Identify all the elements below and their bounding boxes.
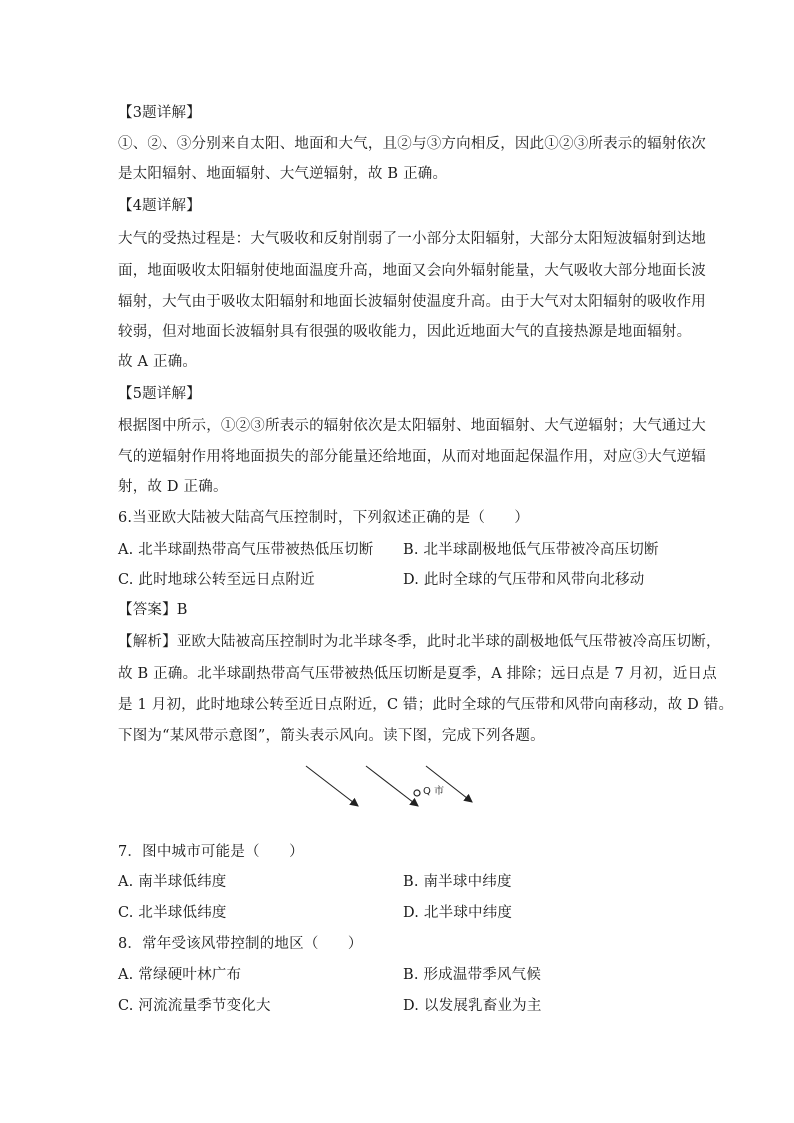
wind-arrow	[306, 766, 358, 806]
q6-option-a: A. 北半球副热带高气压带被热低压切断	[118, 542, 374, 558]
figure-intro: 下图为“某风带示意图”，箭头表示风向。读下图，完成下列各题。	[118, 728, 545, 744]
q6-answer: 【答案】B	[118, 602, 188, 618]
q6-analysis-line: 是 1 月初，此时地球公转至近日点附近，C 错；此时全球的气压带和风带向南移动，故 D 错。	[118, 697, 734, 713]
q6-option-c: C. 此时地球公转至远日点附近	[118, 572, 315, 588]
q4-heading: 【4题详解】	[118, 198, 201, 214]
q3-heading: 【3题详解】	[118, 105, 201, 121]
city-label: Q 市	[423, 786, 445, 797]
q8-option-c: C. 河流流量季节变化大	[118, 998, 271, 1014]
q5-text-line: 气的逆辐射作用将地面损失的部分能量还给地面，从而对地面起保温作用，对应③大气逆辐	[118, 449, 706, 465]
q8-stem: 8．常年受该风带控制的地区（ ）	[118, 936, 363, 952]
q8-option-b: B. 形成温带季风气候	[403, 967, 542, 983]
city-marker-icon	[414, 790, 420, 796]
wind-belt-diagram	[300, 760, 490, 816]
q4-text-line: 辐射，大气由于吸收太阳辐射和地面长波辐射使温度升高。由于大气对太阳辐射的吸收作用	[118, 294, 706, 310]
q8-option-d: D. 以发展乳畜业为主	[403, 998, 542, 1014]
wind-arrows-figure	[300, 760, 490, 816]
q7-option-d: D. 北半球中纬度	[403, 905, 513, 921]
q3-text-line: ①、②、③分别来自太阳、地面和大气，且②与③方向相反，因此①②③所表示的辐射依次	[118, 136, 706, 152]
wind-arrow	[366, 766, 418, 806]
q6-option-b: B. 北半球副极地低气压带被冷高压切断	[403, 542, 659, 558]
q6-analysis-line: 【解析】亚欧大陆被高压控制时为北半球冬季，此时北半球的副极地低气压带被冷高压切断，	[118, 634, 721, 650]
q6-stem: 6.当亚欧大陆被大陆高气压控制时，下列叙述正确的是（ ）	[118, 510, 530, 526]
q5-heading: 【5题详解】	[118, 386, 201, 402]
q5-text-line: 根据图中所示，①②③所表示的辐射依次是太阳辐射、地面辐射、大气逆辐射；大气通过大	[118, 418, 706, 434]
q7-stem: 7．图中城市可能是（ ）	[118, 844, 304, 860]
q3-text-line: 是太阳辐射、地面辐射、大气逆辐射，故 B 正确。	[118, 166, 448, 182]
q8-option-a: A. 常绿硬叶林广布	[118, 967, 242, 983]
q6-option-d: D. 此时全球的气压带和风带向北移动	[403, 572, 645, 588]
q4-text-line: 故 A 正确。	[118, 354, 198, 370]
q4-text-line: 面，地面吸收太阳辐射使地面温度升高，地面又会向外辐射能量，大气吸收大部分地面长波	[118, 263, 706, 279]
q5-text-line: 射，故 D 正确。	[118, 479, 228, 495]
q4-text-line: 大气的受热过程是：大气吸收和反射削弱了一小部分太阳辐射，大部分太阳短波辐射到达地	[118, 231, 706, 247]
q7-option-c: C. 北半球低纬度	[118, 905, 227, 921]
q7-option-b: B. 南半球中纬度	[403, 874, 512, 890]
q6-analysis-line: 故 B 正确。北半球副热带高气压带被热低压切断是夏季，A 排除；远日点是 7 月初，近日点	[118, 666, 717, 682]
q4-text-line: 较弱，但对地面长波辐射具有很强的吸收能力，因此近地面大气的直接热源是地面辐射。	[118, 324, 692, 340]
q7-option-a: A. 南半球低纬度	[118, 874, 227, 890]
